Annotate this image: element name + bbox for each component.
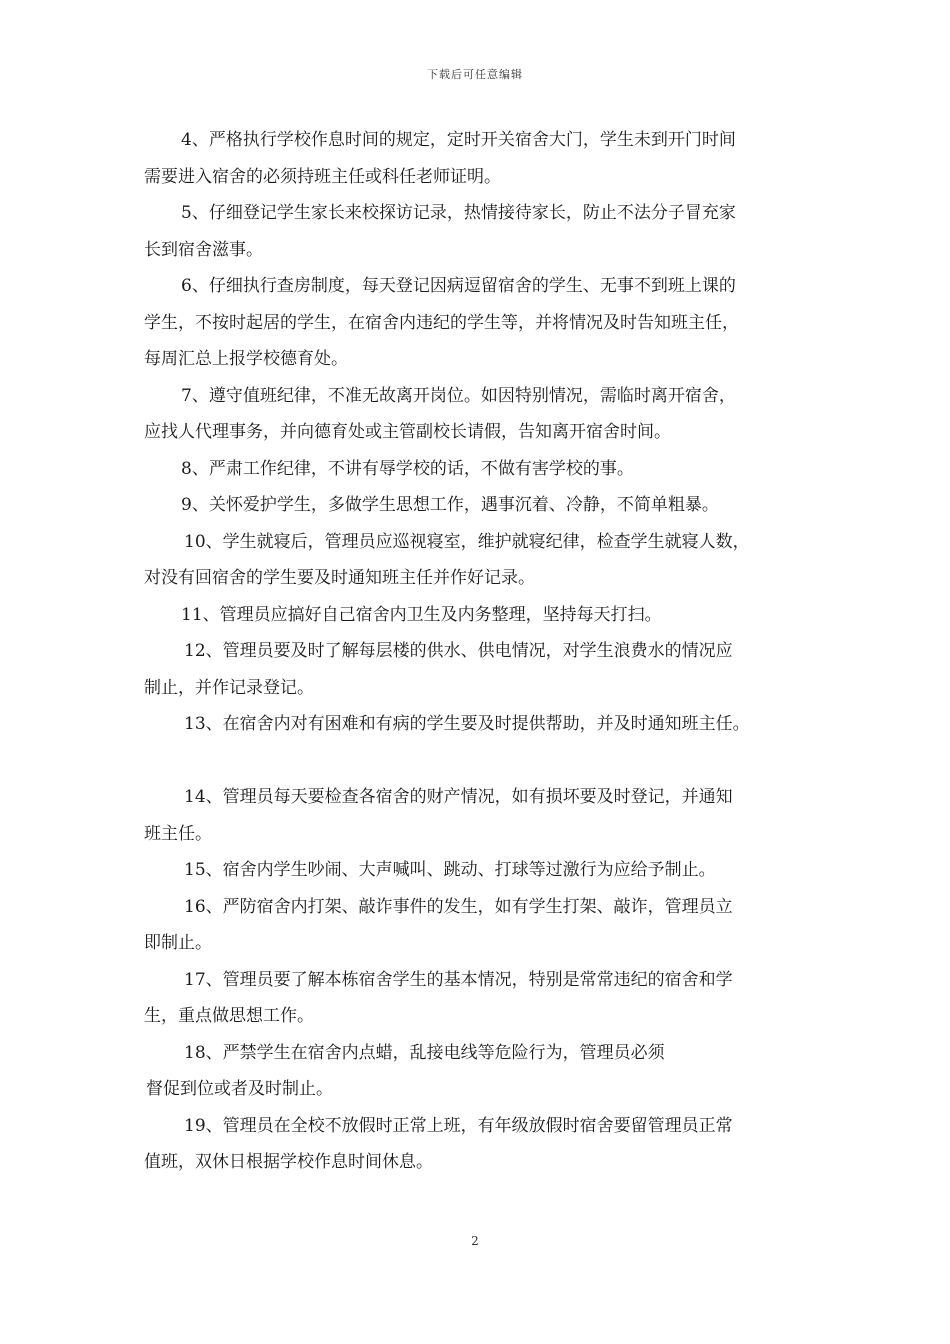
paragraph-12-line-2: 制止，并作记录登记。 xyxy=(144,677,314,698)
paragraph-19-line-1: 19、管理员在全校不放假时正常上班，有年级放假时宿舍要留管理员正常 xyxy=(184,1115,733,1136)
paragraph-15-line-1: 15、宿舍内学生吵闹、大声喊叫、跳动、打球等过激行为应给予制止。 xyxy=(184,860,716,880)
paragraph-6-line-1: 6、仔细执行查房制度，每天登记因病逗留宿舍的学生、无事不到班上课的 xyxy=(181,276,736,296)
paragraph-4-line-2: 需要进入宿舍的必须持班主任或科任老师证明。 xyxy=(144,166,501,187)
paragraph-17-line-2: 生，重点做思想工作。 xyxy=(144,1006,314,1026)
paragraph-17-line-1: 17、管理员要了解本栋宿舍学生的基本情况，特别是常常违纪的宿舍和学 xyxy=(184,969,733,990)
page-header: 下载后可任意编辑 xyxy=(427,68,523,81)
document-body xyxy=(144,122,824,1181)
paragraph-4-line-1: 4、严格执行学校作息时间的规定，定时开关宿舍大门，学生未到开门时间 xyxy=(181,130,736,150)
paragraph-19-line-2: 值班，双休日根据学校作息时间休息。 xyxy=(144,1152,433,1172)
paragraph-14-line-1: 14、管理员每天要检查各宿舍的财产情况，如有损坏要及时登记，并通知 xyxy=(184,787,733,807)
paragraph-16-line-2: 即制止。 xyxy=(144,933,212,953)
paragraph-18-line-1: 18、严禁学生在宿舍内点蜡，乱接电线等危险行为，管理员必须 xyxy=(184,1042,665,1063)
paragraph-18-line-2: 督促到位或者及时制止。 xyxy=(146,1079,333,1099)
paragraph-7-line-1: 7、遵守值班纪律，不准无故离开岗位。如因特别情况，需临时离开宿舍， xyxy=(181,385,736,406)
paragraph-13-line-1: 13、在宿舍内对有困难和有病的学生要及时提供帮助，并及时通知班主任。 xyxy=(184,714,750,734)
paragraph-6-line-2: 学生，不按时起居的学生，在宿舍内违纪的学生等，并将情况及时告知班主任， xyxy=(144,312,739,333)
paragraph-10-line-1: 10、学生就寝后，管理员应巡视寝室，维护就寝纪律，检查学生就寝人数， xyxy=(184,531,750,552)
paragraph-11-line-1: 11、管理员应搞好自己宿舍内卫生及内务整理，坚持每天打扫。 xyxy=(181,604,662,625)
page-number: 2 xyxy=(471,1234,479,1248)
paragraph-16-line-1: 16、严防宿舍内打架、敲诈事件的发生，如有学生打架、敲诈，管理员立 xyxy=(184,896,733,917)
paragraph-6-line-3: 每周汇总上报学校德育处。 xyxy=(144,349,348,369)
paragraph-8-line-1: 8、严肃工作纪律，不讲有辱学校的话，不做有害学校的事。 xyxy=(181,458,634,479)
paragraph-14-line-2: 班主任。 xyxy=(144,823,212,844)
paragraph-9-line-1: 9、关怀爱护学生，多做学生思想工作，遇事沉着、冷静，不简单粗暴。 xyxy=(181,495,719,515)
blank-line xyxy=(144,743,824,780)
paragraph-12-line-1: 12、管理员要及时了解每层楼的供水、供电情况，对学生浪费水的情况应 xyxy=(184,641,733,661)
paragraph-10-line-2: 对没有回宿舍的学生要及时通知班主任并作好记录。 xyxy=(144,568,535,588)
paragraph-5-line-1: 5、仔细登记学生家长来校探访记录，热情接待家长，防止不法分子冒充家 xyxy=(181,203,736,223)
paragraph-7-line-2: 应找人代理事务，并向德育处或主管副校长请假，告知离开宿舍时间。 xyxy=(144,422,671,442)
paragraph-5-line-2: 长到宿舍滋事。 xyxy=(144,239,263,260)
